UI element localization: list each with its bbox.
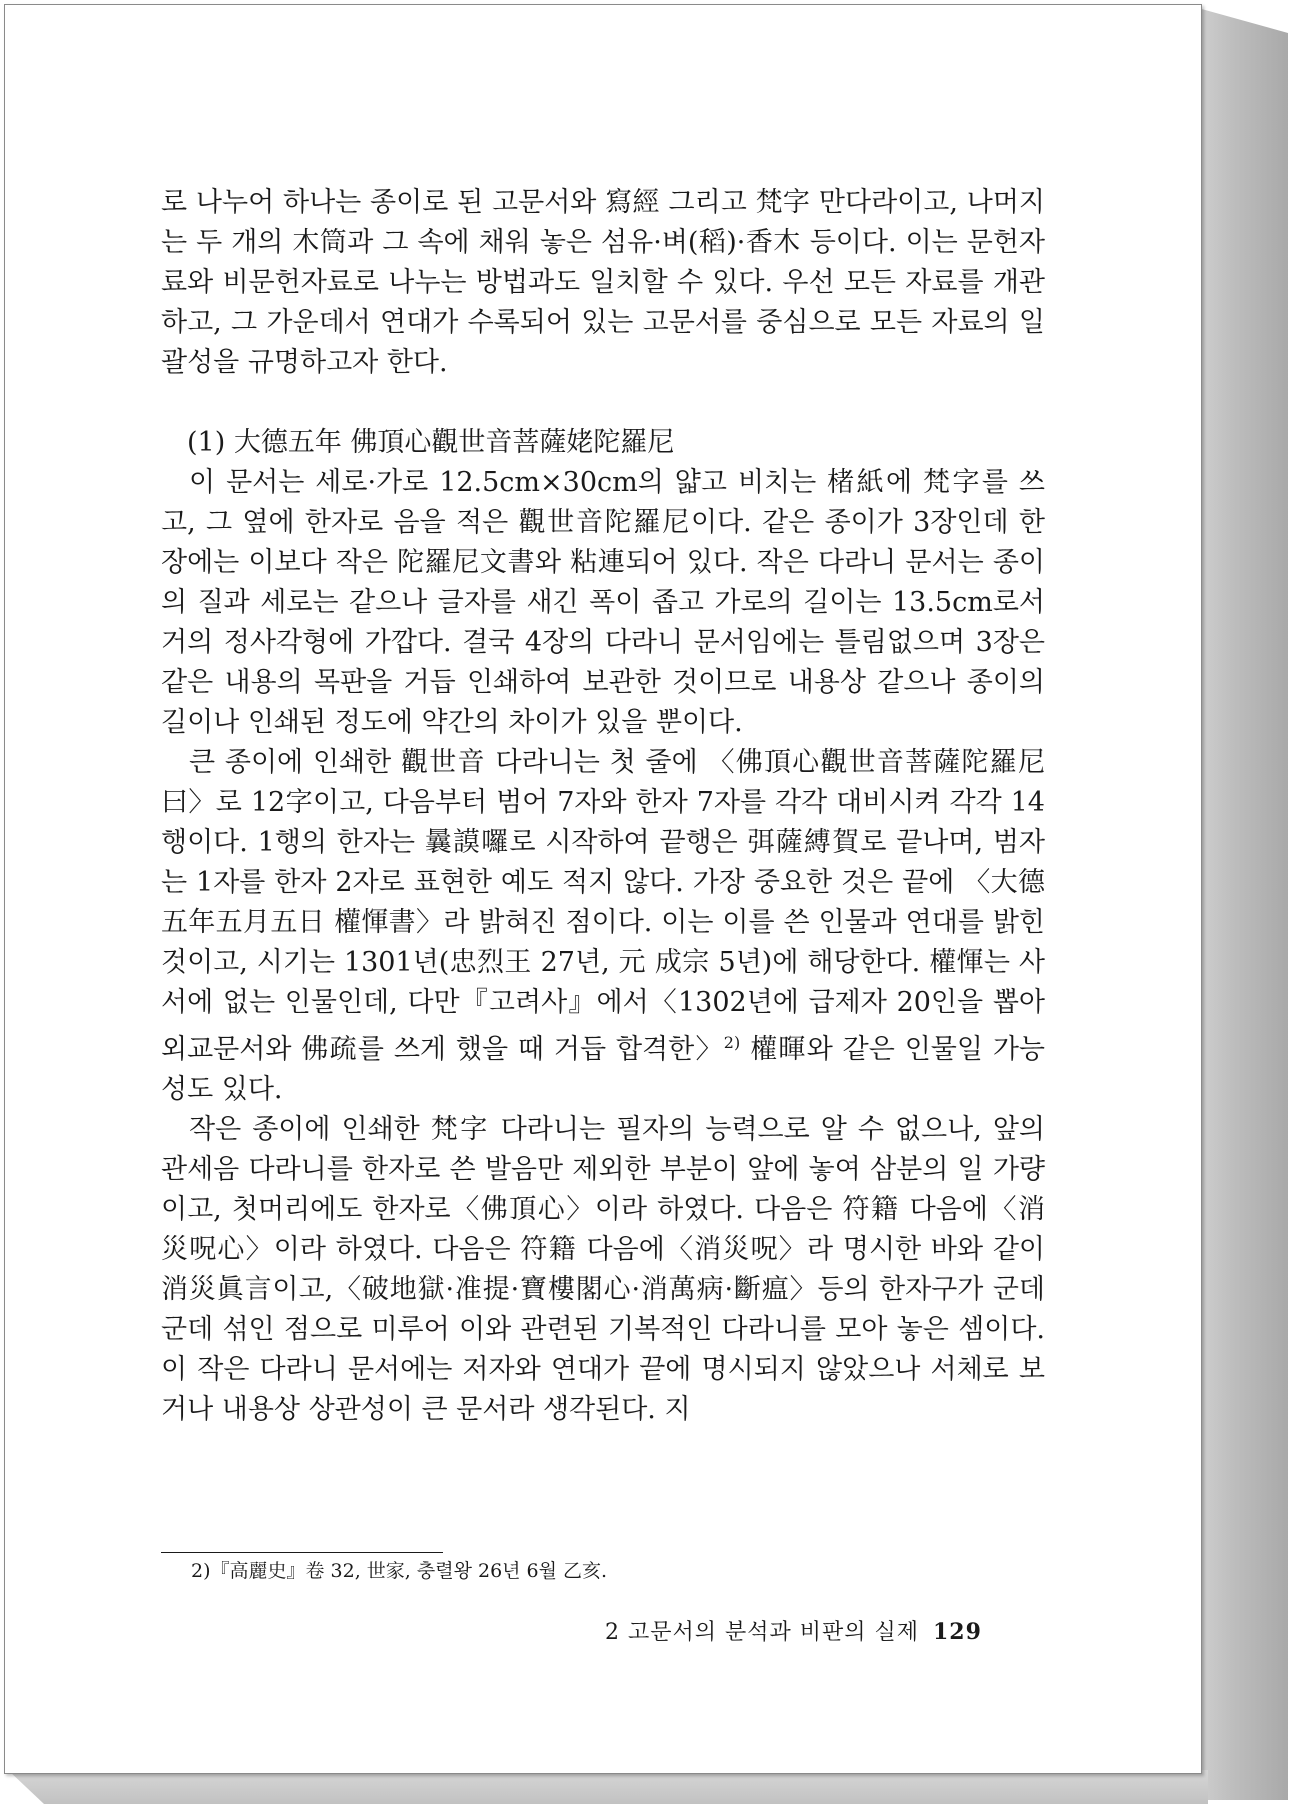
paragraph-3-text: 큰 종이에 인쇄한 觀世音 다라니는 첫 줄에 〈佛頂心觀世音菩薩陀羅尼曰〉로 12字이고, 다음부터 범어 7자와 한자 7자를 각각 대비시켜 각각 14행이다. 1행의 한자는 曩謨囉로 시작하여 끝행은 弭薩縛賀로 끝나며, 범자는 1자를 한자 2자로 표현한 예도 적지 않다. 가장 중요한 것은 끝에 〈大德五年五月五日 權惲書〉라 밝혀진 점이다. 이는 이를 쓴 인물과 연대를 밝힌 것이고, 시기는 1301년(忠烈王 27년, 元 成宗 5년)에 해당한다. 權惲는 사서에 없는 인물인데, 다만『고려사』에서〈1302년에 급제자 20인을 뽑아 외교문서와 佛疏를 쓰게 했을 때 거듭 합격한〉 [161,747,1045,1065]
paragraph-3 [161,743,1045,1110]
footnote: 2)『高麗史』卷 32, 世家, 충렬왕 26년 6월 乙亥. [191,1560,608,1582]
paragraph-3-end: 權暉와 같은 인물일 가능성도 있다. [161,1034,1045,1105]
footnote-divider [161,1552,443,1553]
book-edge-bottom [8,1770,1208,1804]
book-edge-side [1198,8,1288,1800]
paragraph-2: 이 문서는 세로·가로 12.5cm×30cm의 얇고 비치는 楮紙에 梵字를 쓰고, 그 옆에 한자로 음을 적은 觀世音陀羅尼이다. 같은 종이가 3장인데 한 장에는 이보다 작은 陀羅尼文書와 粘連되어 있다. 작은 다라니 문서는 종이의 질과 세로는 같으나 글자를 새긴 폭이 좁고 가로의 길이는 13.5cm로서 거의 정사각형에 가깝다. 결국 4장의 다라니 문서임에는 틀림없으며 3장은 같은 내용의 목판을 거듭 인쇄하여 보관한 것이므로 내용상 같으나 종이의 길이나 인쇄된 정도에 약간의 차이가 있을 뿐이다. [161,467,1045,738]
running-footer [605,1615,982,1646]
body-text [161,183,1045,1430]
book-page [4,4,1202,1774]
chapter-title: 2 고문서의 분석과 비판의 실제 [605,1620,919,1645]
page-number: 129 [933,1619,982,1645]
paragraph-1: 로 나누어 하나는 종이로 된 고문서와 寫經 그리고 梵字 만다라이고, 나머지는 두 개의 木筒과 그 속에 채워 놓은 섬유·벼(稻)·香木 등이다. 이는 문헌자료와 비문헌자료로 나누는 방법과도 일치할 수 있다. 우선 모든 자료를 개관하고, 그 가운데서 연대가 수록되어 있는 고문서를 중심으로 모든 자료의 일괄성을 규명하고자 한다. [161,187,1045,378]
section-heading: (1) 大德五年 佛頂心觀世音菩薩姥陀羅尼 [187,427,675,458]
paragraph-4: 작은 종이에 인쇄한 梵字 다라니는 필자의 능력으로 알 수 없으나, 앞의 관세음 다라니를 한자로 쓴 발음만 제외한 부분이 앞에 놓여 삼분의 일 가량이고, 첫머리에도 한자로〈佛頂心〉이라 하였다. 다음은 符籍 다음에〈消災呪心〉이라 하였다. 다음은 符籍 다음에〈消災呪〉라 명시한 바와 같이 消災眞言이고,〈破地獄·准提·寶樓閣心·消萬病·斷瘟〉등의 한자구가 군데군데 섞인 점으로 미루어 이와 관련된 기복적인 다라니를 모아 놓은 셈이다. 이 작은 다라니 문서에는 저자와 연대가 끝에 명시되지 않았으나 서체로 보거나 내용상 상관성이 큰 문서라 생각된다. 지 [161,1114,1045,1425]
footnote-reference: 2) [723,1033,741,1052]
